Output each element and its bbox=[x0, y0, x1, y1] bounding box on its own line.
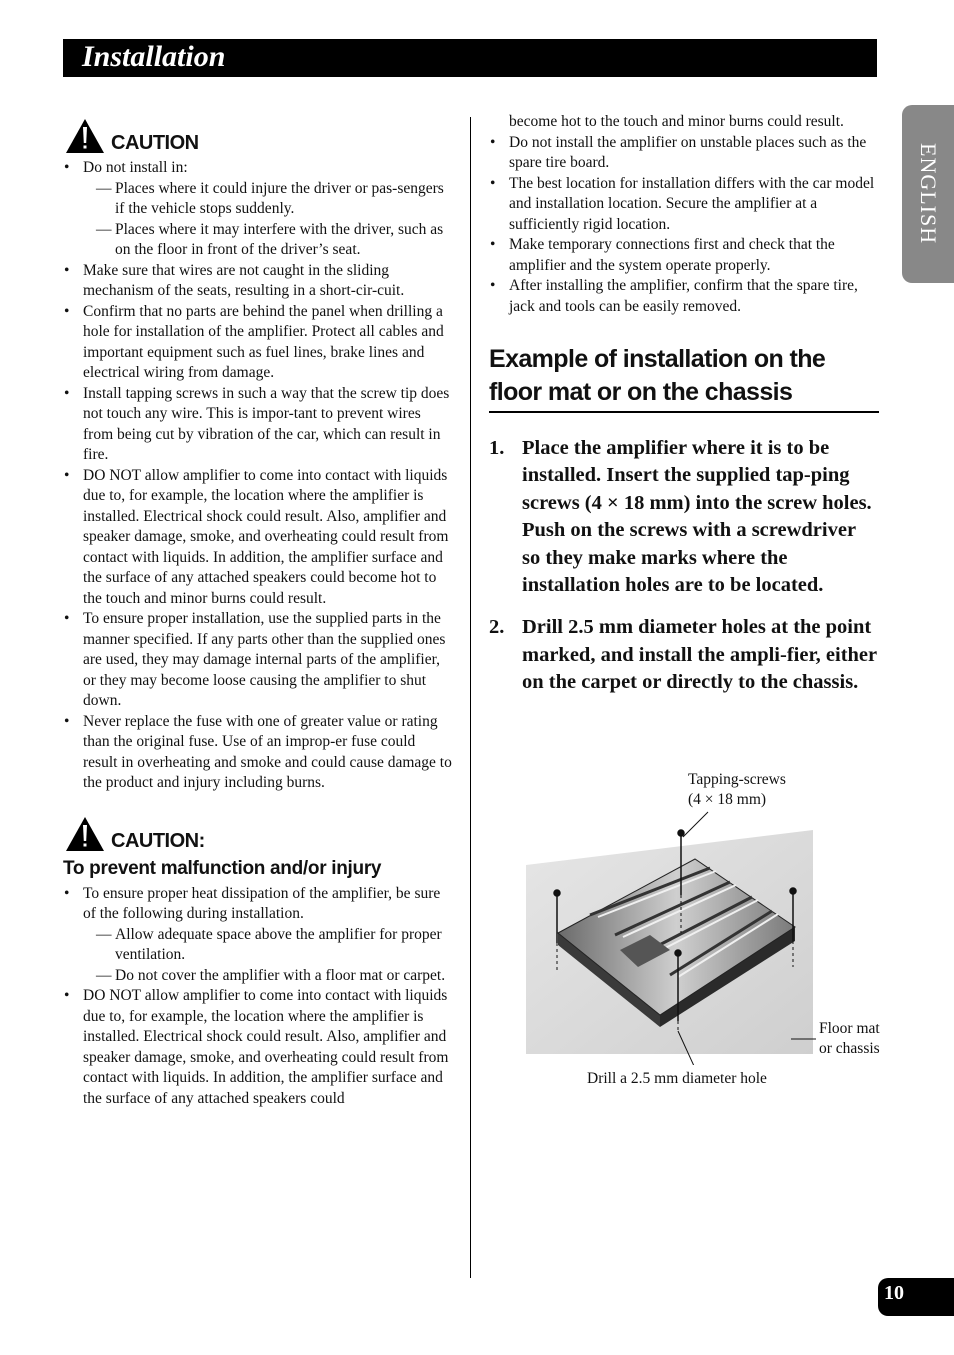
step-number: 1. bbox=[489, 437, 505, 459]
warning-triangle-icon bbox=[65, 816, 105, 852]
list-item bbox=[63, 986, 453, 1109]
floor-label-1: Floor mat bbox=[819, 1020, 880, 1037]
list-item bbox=[63, 712, 453, 794]
list-item-text: Install tapping screws in such a way that the screw tip does not touch any wire. This is impor-tant to prevent wires from being cut by vibration of the car, which can result in fire. bbox=[83, 384, 450, 463]
list-item-text: Do not install the amplifier on unstable places such as the spare tire board. bbox=[509, 133, 867, 171]
list-item bbox=[63, 884, 453, 987]
sub-list-item: — Places where it may interfere with the driver, such as on the floor in front of the driver’s seat. bbox=[96, 220, 444, 258]
list-item-text: Make sure that wires are not caught in the sliding mechanism of the seats, resulting in a short-cir-cuit. bbox=[83, 261, 405, 299]
list-item bbox=[63, 466, 453, 610]
sub-list bbox=[83, 925, 453, 987]
steps-list bbox=[489, 435, 879, 697]
caution-heading-2 bbox=[65, 816, 453, 852]
caution-subheading: To prevent malfunction and/or injury bbox=[63, 857, 382, 879]
caution-list-2 bbox=[63, 884, 453, 1110]
drill-label: Drill a 2.5 mm diameter hole bbox=[587, 1070, 767, 1087]
left-column bbox=[63, 118, 453, 1109]
step-item bbox=[489, 435, 879, 599]
caution-label: CAUTION: bbox=[111, 829, 205, 852]
sub-list-item: — Do not cover the amplifier with a floor mat or carpet. bbox=[96, 966, 446, 984]
page-number: 10 bbox=[884, 1282, 904, 1304]
list-item bbox=[489, 174, 879, 236]
sub-list-item-text: Places where it may interfere with the driver, such as on the floor in front of the driver’s seat. bbox=[115, 220, 444, 258]
sub-list-item: — Allow adequate space above the amplifier for proper ventilation. bbox=[96, 925, 442, 963]
sub-list-item-text: Places where it could injure the driver or pas-sengers if the vehicle stops suddenly. bbox=[115, 179, 444, 217]
list-item-text: Confirm that no parts are behind the panel when drilling a hole for installation of the amplifier. Protect all cables and important equipment such as fuel lines, brake lines and electrical wiring from damage. bbox=[83, 302, 444, 381]
language-tab-label: ENGLISH bbox=[916, 143, 941, 245]
warning-triangle-icon bbox=[65, 118, 105, 154]
sub-list-item-text: Do not cover the amplifier with a floor mat or carpet. bbox=[115, 966, 446, 984]
floor-label-2: or chassis bbox=[819, 1040, 880, 1057]
list-item bbox=[63, 261, 453, 302]
list-item bbox=[63, 158, 453, 261]
list-item bbox=[63, 384, 453, 466]
list-item-text: Do not install in: bbox=[83, 159, 188, 176]
right-bullet-list bbox=[489, 133, 879, 318]
page-number-badge bbox=[878, 1278, 954, 1316]
list-item-text: To ensure proper installation, use the supplied parts in the manner specified. If any parts other than the supplied ones are used, they may damage internal parts of the amplifier, or they may become loose causing the amplifier to shut down. bbox=[83, 610, 446, 709]
caution-heading bbox=[65, 118, 453, 154]
language-tab bbox=[902, 105, 954, 283]
list-item bbox=[489, 235, 879, 276]
page-header-bar bbox=[63, 39, 877, 77]
column-divider bbox=[470, 117, 471, 1278]
list-item bbox=[63, 302, 453, 384]
list-item-text: The best location for installation differs with the car model and installation location. Secure the amplifier at a sufficiently rigid location. bbox=[509, 174, 875, 233]
list-item bbox=[63, 609, 453, 712]
section-heading: Example of installation on the floor mat or on the chassis bbox=[489, 343, 879, 413]
screws-label-1: Tapping-screws bbox=[688, 771, 786, 788]
list-item-text: DO NOT allow amplifier to come into contact with liquids due to, for example, the location where the amplifier is installed. Electrical shock could result. Also, amplifier and speaker damage, smoke, and overheating could result from contact with liquids. In addition, the amplifier surface and the surface of any attached speakers could become hot to the touch and minor burns could result. bbox=[83, 466, 449, 607]
sub-list bbox=[83, 179, 453, 261]
caution-list bbox=[63, 158, 453, 794]
right-column bbox=[489, 112, 879, 712]
amplifier-illustration bbox=[520, 765, 900, 1065]
continued-text: become hot to the touch and minor burns could result. bbox=[509, 113, 844, 130]
sub-list-item-text: Allow adequate space above the amplifier for proper ventilation. bbox=[115, 925, 442, 963]
step-number: 2. bbox=[489, 616, 505, 639]
list-item-text: Make temporary connections first and check that the amplifier and the system operate properly. bbox=[509, 236, 835, 274]
step-text: Place the amplifier where it is to be installed. Insert the supplied tap-ping screws (4 × 18 mm) into the screw holes. Push on the screws with a screwdriver so they make marks where the installation holes are to be located. bbox=[522, 437, 872, 597]
step-item bbox=[489, 614, 879, 696]
list-item bbox=[489, 276, 879, 317]
page-title: Installation bbox=[82, 40, 226, 73]
caution-label: CAUTION bbox=[111, 132, 199, 154]
sub-list-item: — Places where it could injure the driver or pas-sengers if the vehicle stops suddenly. bbox=[96, 179, 444, 217]
screws-label-2: (4 × 18 mm) bbox=[688, 791, 767, 808]
list-item-text: After installing the amplifier, confirm that the spare tire, jack and tools can be easily removed. bbox=[509, 277, 858, 315]
list-item-text: Never replace the fuse with one of greater value or rating than the original fuse. Use of an improp-er fuse could result in overheating and smoke and could cause damage to the product and injury including burns. bbox=[83, 712, 452, 791]
list-item-text: DO NOT allow amplifier to come into contact with liquids due to, for example, the location where the amplifier is installed. Electrical shock could result. Also, amplifier and speaker damage, smoke, and overheating could result from contact with liquids. In addition, the amplifier surface and the surface of any attached speakers could bbox=[83, 987, 449, 1107]
step-text: Drill 2.5 mm diameter holes at the point marked, and install the ampli-fier, either on the carpet or directly to the chassis. bbox=[522, 616, 877, 694]
list-item bbox=[489, 133, 879, 174]
installation-figure bbox=[520, 765, 900, 1095]
list-item-text: To ensure proper heat dissipation of the amplifier, be sure of the following during installation. bbox=[83, 884, 441, 922]
